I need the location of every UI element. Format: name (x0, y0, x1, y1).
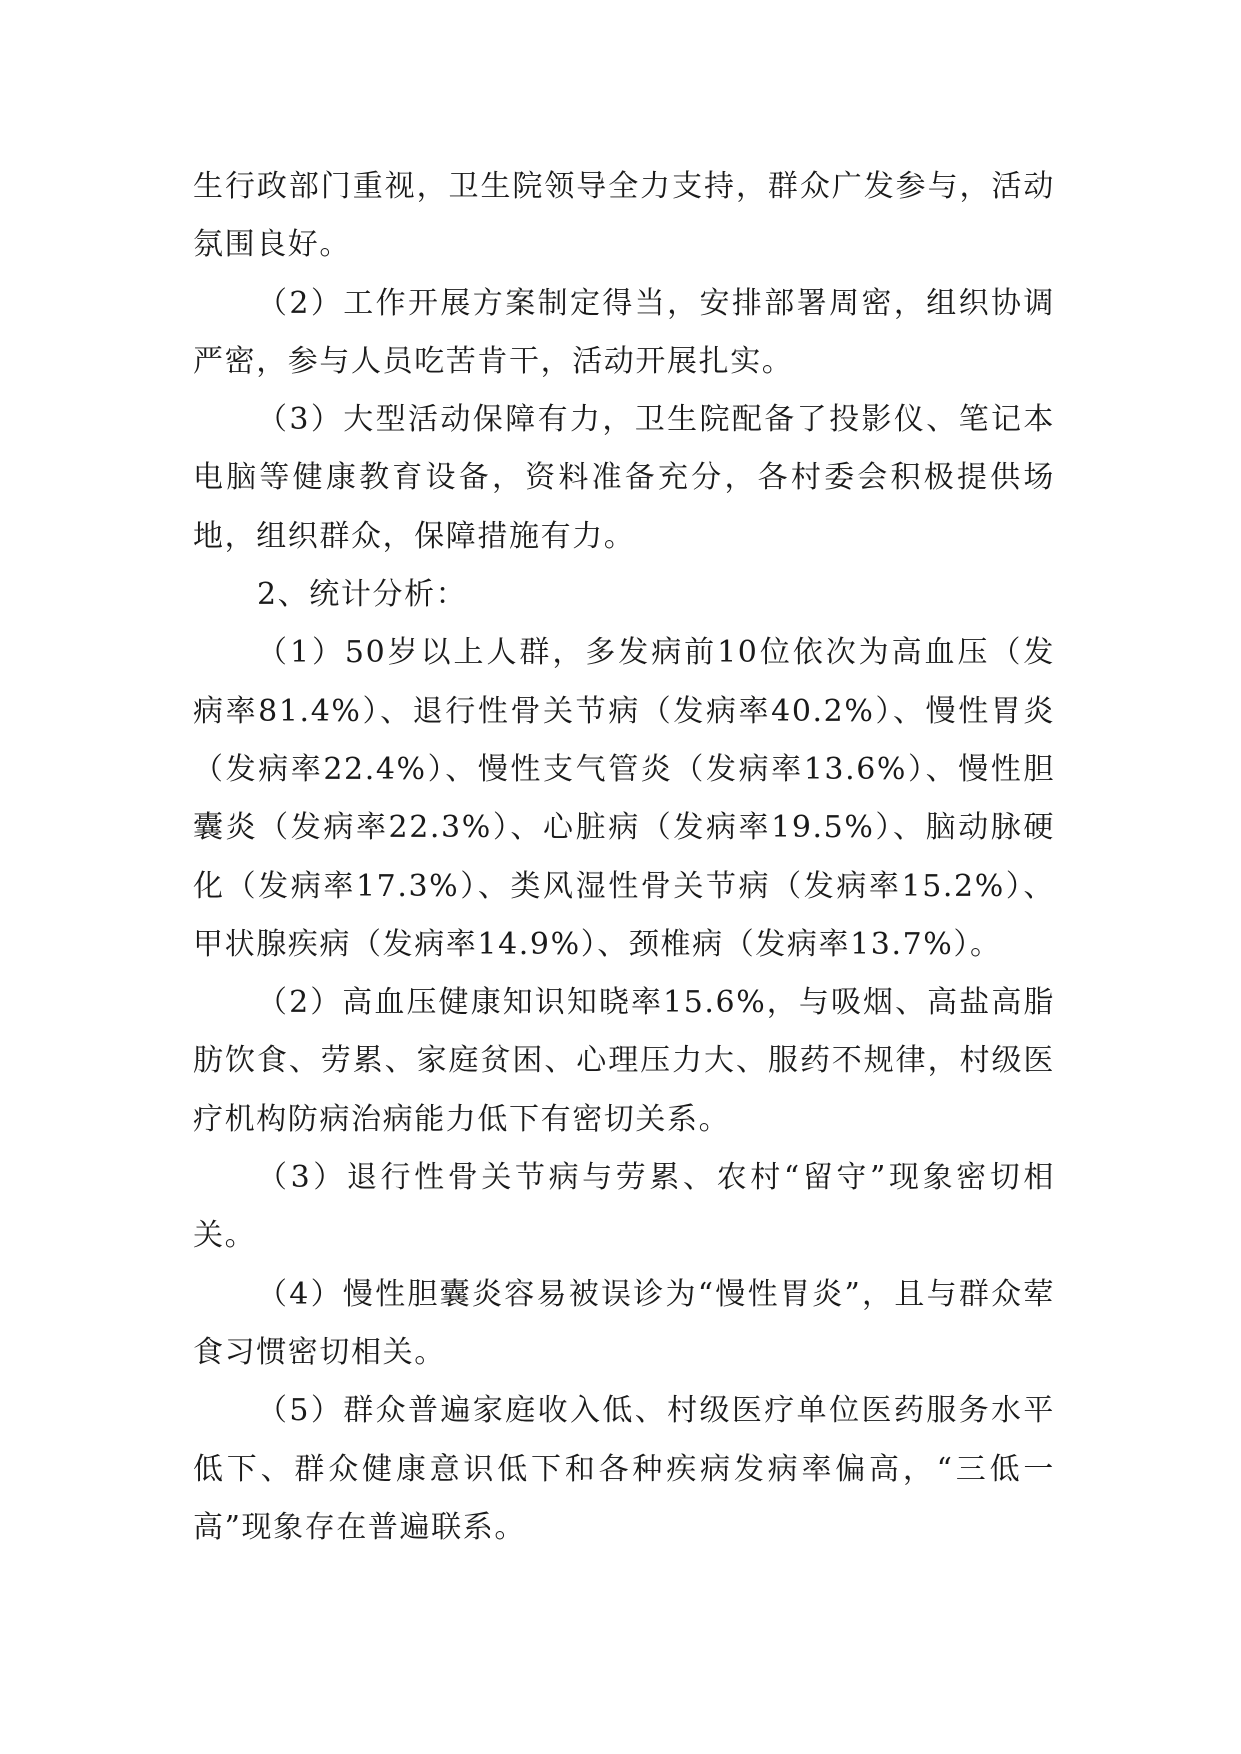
paragraph-stat-1: （1）50岁以上人群，多发病前10位依次为高血压（发病率81.4%）、退行性骨关节病（发病率40.2%）、慢性胃炎（发病率22.4%）、慢性支气管炎（发病率13.6%）、慢性胆囊炎（发病率22.3%）、心脏病（发病率19.5%）、脑动脉硬化（发病率17.3%）、类风湿性骨关节病（发病率15.2%）、甲状腺疾病（发病率14.9%）、颈椎病（发病率13.7%）。 (193, 635, 1055, 962)
section-heading-statistics: 2、统计分析： (257, 577, 468, 613)
paragraph-stat-2: （2）高血压健康知识知晓率15.6%，与吸烟、高盐高脂肪饮食、劳累、家庭贫困、心理压力大、服药不规律，村级医疗机构防病治病能力低下有密切关系。 (193, 985, 1055, 1137)
paragraph-item-2: （2）工作开展方案制定得当，安排部署周密，组织协调严密，参与人员吃苦肯干，活动开展扎实。 (193, 285, 1055, 379)
paragraph-item-3: （3）大型活动保障有力，卫生院配备了投影仪、笔记本电脑等健康教育设备，资料准备充分，各村委会积极提供场地，组织群众，保障措施有力。 (193, 402, 1055, 554)
paragraph-stat-3: （3）退行性骨关节病与劳累、农村“留守”现象密切相关。 (193, 1160, 1055, 1254)
paragraph-stat-4: （4）慢性胆囊炎容易被误诊为“慢性胃炎”，且与群众荤食习惯密切相关。 (193, 1276, 1055, 1370)
document-body (193, 158, 1055, 1557)
paragraph-stat-5: （5）群众普遍家庭收入低、村级医疗单位医药服务水平低下、群众健康意识低下和各种疾病发病率偏高，“三低一高”现象存在普遍联系。 (193, 1393, 1055, 1545)
paragraph-continuation: 生行政部门重视，卫生院领导全力支持，群众广发参与，活动氛围良好。 (193, 169, 1055, 263)
